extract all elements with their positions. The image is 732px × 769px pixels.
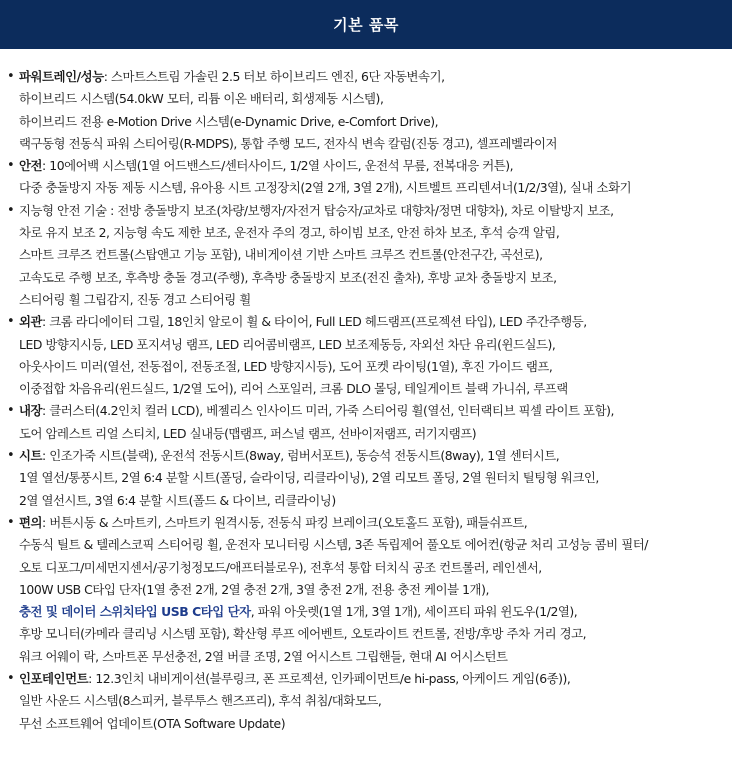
bullet: • [7, 69, 15, 84]
section-title: 기본 품목 [333, 16, 399, 34]
feature-line: 충전 및 데이터 스위치타입 USB C타입 단자, 파워 아웃렛(1열 1개, 3열 1개), 세이프티 파워 윈도우(1/2열), [19, 604, 578, 620]
bullet: • [7, 403, 15, 419]
feature-item-interior [0, 400, 732, 445]
feature-item-exterior [0, 311, 732, 400]
bullet: • [7, 158, 15, 174]
feature-item-seat [0, 445, 732, 512]
feature-label: 외관 [19, 314, 43, 330]
feature-label: 내장 [19, 403, 43, 419]
feature-line: 인포테인먼트: 12.3인치 내비게이션(블루링크, 폰 프로젝션, 인카페이먼트/e hi-pass, 아케이드 게임(6종)), [19, 671, 571, 687]
feature-item-infotainment [0, 668, 732, 735]
feature-item-convenience [0, 512, 732, 668]
feature-line: 랙구동형 전동식 파워 스티어링(R-MDPS), 통합 주행 모드, 전자식 변속 칼럼(진동 경고), 셀프레벨라이저 [19, 135, 558, 151]
feature-line: 시트: 인조가죽 시트(블랙), 운전석 전동시트(8way, 럼버서포트), 동승석 전동시트(8way), 1열 센터시트, [19, 448, 560, 464]
feature-line: 후방 모니터(카메라 클리닝 시스템 포함), 확산형 루프 에어벤트, 오토라이트 컨트롤, 전방/후방 주차 거리 경고, [19, 626, 587, 642]
feature-line: 스마트 크루즈 컨트롤(스탑앤고 기능 포함), 내비게이션 기반 스마트 크루즈 컨트롤(안전구간, 곡선로), [19, 247, 543, 263]
feature-line: 2열 열선시트, 3열 6:4 분할 시트(폴드 & 다이브, 리클라이닝) [19, 492, 336, 508]
bullet: • [7, 202, 15, 218]
feature-line: 워크 어웨이 락, 스마트폰 무선충전, 2열 버클 조명, 2열 어시스트 그립핸들, 현대 AI 어시스턴트 [19, 648, 508, 664]
feature-line: 아웃사이드 미러(열선, 전동접이, 전동조절, LED 방향지시등), 도어 포켓 라이팅(1열), 후진 가이드 램프, [19, 358, 553, 374]
feature-item-smart-safety [0, 200, 732, 311]
bullet: • [7, 448, 15, 464]
feature-line: 수동식 틸트 & 텔레스코픽 스티어링 휠, 운전자 모니터링 시스템, 3존 독립제어 풀오토 에어컨(항균 처리 고성능 콤비 필터/ [19, 537, 648, 553]
feature-label: 인포테인먼트 [19, 671, 89, 687]
feature-line: 고속도로 주행 보조, 후측방 충돌 경고(주행), 후측방 충돌방지 보조(전진 출차), 후방 교차 충돌방지 보조, [19, 269, 557, 285]
feature-item-powertrain [0, 66, 732, 155]
feature-line: 도어 암레스트 리얼 스티치, LED 실내등(맵램프, 퍼스널 램프, 선바이저램프, 러기지램프) [19, 425, 477, 441]
standard-features-list [0, 49, 732, 735]
feature-line: 지능형 안전 기술 : 전방 충돌방지 보조(차량/보행자/자전거 탑승자/교차로 대향차/정면 대향차), 차로 이탈방지 보조, [19, 202, 614, 218]
feature-label: 시트 [19, 448, 43, 464]
bullet: • [7, 314, 15, 330]
highlighted-feature: 충전 및 데이터 스위치타입 USB C타입 단자 [19, 604, 251, 620]
feature-line: 무선 소프트웨어 업데이트(OTA Software Update) [19, 715, 286, 731]
feature-line: 일반 사운드 시스템(8스피커, 블루투스 핸즈프리), 후석 취침/대화모드, [19, 693, 382, 709]
feature-label: 안전 [19, 158, 43, 174]
section-header [0, 0, 732, 49]
feature-line: 안전: 10에어백 시스템(1열 어드밴스드/센터사이드, 1/2열 사이드, 운전석 무릎, 전복대응 커튼), [19, 158, 514, 174]
feature-line: 차로 유지 보조 2, 지능형 속도 제한 보조, 운전자 주의 경고, 하이빔 보조, 안전 하차 보조, 후석 승객 알림, [19, 225, 560, 241]
feature-line: 하이브리드 전용 e-Motion Drive 시스템(e-Dynamic Drive, e-Comfort Drive), [19, 113, 439, 129]
feature-label: 파워트레인/성능 [19, 69, 104, 84]
feature-line: 편의: 버튼시동 & 스마트키, 스마트키 원격시동, 전동식 파킹 브레이크(오토홀드 포함), 패들쉬프트, [19, 514, 528, 530]
bullet: • [7, 514, 15, 530]
feature-line: 오토 디포그/미세먼지센서/공기청정모드/애프터블로우), 전후석 통합 터치식 공조 컨트롤러, 레인센서, [19, 559, 542, 575]
feature-line: 다중 충돌방지 자동 제동 시스템, 유아용 시트 고정장치(2열 2개, 3열 2개), 시트벨트 프리텐셔너(1/2/3열), 실내 소화기 [19, 180, 632, 196]
feature-line: 100W USB C타입 단자(1열 충전 2개, 2열 충전 2개, 3열 충전 2개, 전용 충전 케이블 1개), [19, 581, 489, 597]
feature-line: 파워트레인/성능: 스마트스트림 가솔린 2.5 터보 하이브리드 엔진, 6단 자동변속기, [19, 69, 445, 84]
feature-line: 내장: 클러스터(4.2인치 컬러 LCD), 베젤리스 인사이드 미러, 가죽 스티어링 휠(열선, 인터랙티브 픽셀 라이트 포함), [19, 403, 614, 419]
feature-line: 스티어링 휠 그립감지, 진동 경고 스티어링 휠 [19, 291, 251, 307]
feature-line: LED 방향지시등, LED 포지셔닝 램프, LED 리어콤비램프, LED 보조제동등, 자외선 차단 유리(윈드실드), [19, 336, 556, 352]
feature-line: 1열 열선/통풍시트, 2열 6:4 분할 시트(폴딩, 슬라이딩, 리클라이닝), 2열 리모트 폴딩, 2열 원터치 틸팅형 워크인, [19, 470, 599, 486]
bullet: • [7, 671, 15, 687]
feature-line: 외관: 크롬 라디에이터 그릴, 18인치 알로이 휠 & 타이어, Full LED 헤드램프(프로젝션 타입), LED 주간주행등, [19, 314, 587, 330]
feature-item-safety [0, 155, 732, 200]
feature-line: 이중접합 차음유리(윈드실드, 1/2열 도어), 리어 스포일러, 크롬 DLO 몰딩, 테일게이트 블랙 가니쉬, 루프랙 [19, 381, 568, 397]
feature-line: 하이브리드 시스템(54.0kW 모터, 리튬 이온 배터리, 회생제동 시스템), [19, 91, 384, 107]
feature-label: 편의 [19, 514, 43, 530]
